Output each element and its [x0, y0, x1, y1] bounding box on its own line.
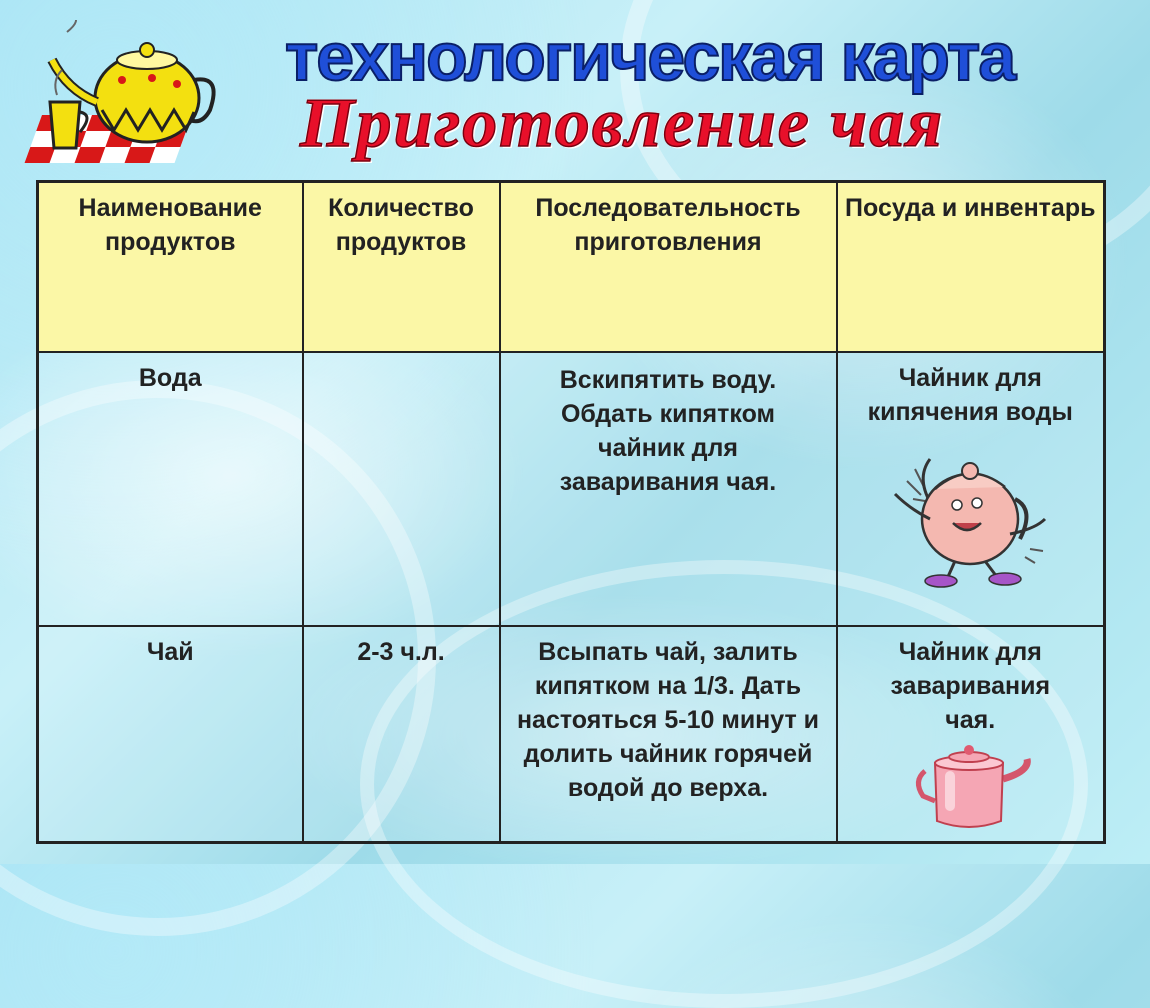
utensils-label: Чайник для заваривания чая. — [890, 638, 1051, 734]
technology-card-table — [36, 180, 1106, 844]
table-row — [38, 626, 1105, 843]
header-utensils: Посуда и инвентарь — [837, 182, 1105, 353]
table-header-row — [38, 182, 1105, 353]
utensils-label: Чайник для кипячения воды — [867, 364, 1073, 426]
table-row — [38, 352, 1105, 626]
cell-product: Вода — [38, 352, 303, 626]
header-product-name: Наименование продуктов — [38, 182, 303, 353]
cell-quantity — [303, 352, 500, 626]
cell-steps: Всыпать чай, залить кипятком на 1/3. Дать настояться 5-10 минут и долить чайник горячей водой до верха. — [500, 626, 837, 843]
teapot-and-cup-icon — [22, 20, 222, 170]
document-subtitle: Приготовление чая — [300, 85, 945, 162]
dancing-kettle-icon — [885, 439, 1055, 589]
cell-steps: Вскипятить воду. Обдать кипятком чайник для заваривания чая. — [500, 352, 837, 626]
cell-utensils — [837, 626, 1105, 843]
pink-teapot-icon — [905, 741, 1035, 831]
header-product-quantity: Количество продуктов — [303, 182, 500, 353]
cell-product: Чай — [38, 626, 303, 843]
header-preparation-sequence: Последовательность приготовления — [500, 182, 837, 353]
document-title: технологическая карта — [285, 19, 1015, 95]
cell-quantity: 2-3 ч.л. — [303, 626, 500, 843]
cell-utensils — [837, 352, 1105, 626]
